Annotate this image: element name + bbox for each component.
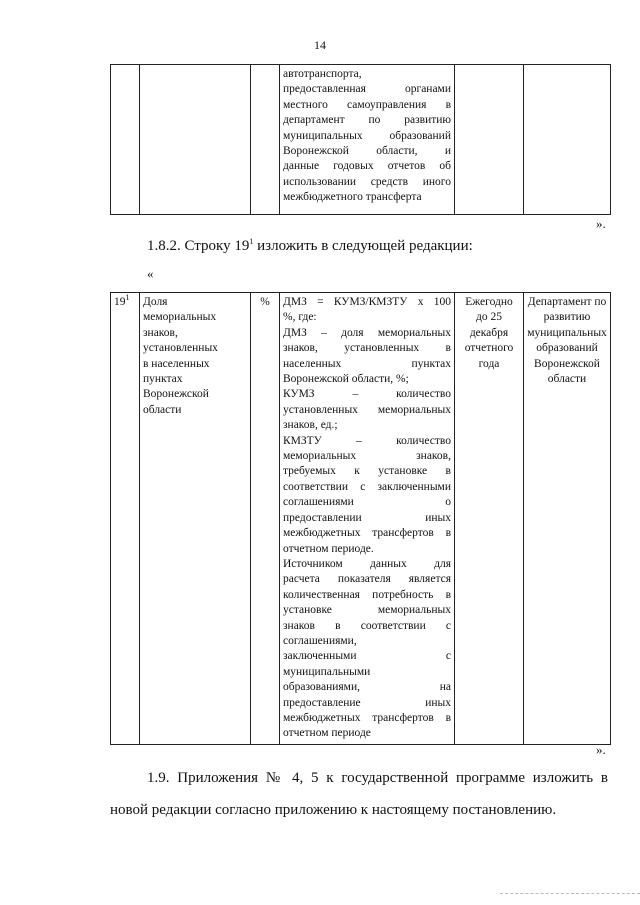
row-number: 19 [114, 296, 126, 308]
responsible-line: развитию [543, 311, 591, 324]
method-line: предоставление иных [283, 696, 451, 709]
method-line: предоставленная органами [283, 83, 451, 96]
cell-number [111, 293, 140, 745]
method-line: Воронежской области, и [283, 145, 451, 158]
method-line: %, где: [283, 311, 317, 324]
method-line: требуемых к установке в [283, 465, 451, 478]
method-line: установке мемориальных [283, 604, 451, 617]
cell-method [280, 65, 455, 215]
method-line: КМЗТУ – количество [283, 434, 451, 447]
footer-divider [500, 893, 640, 894]
method-line: расчета показателя является [283, 573, 451, 586]
method-line: межбюджетного трансферта [283, 191, 422, 204]
method-line: ДМЗ – доля мемориальных [283, 326, 451, 339]
method-line: данные годовых отчетов об [283, 160, 451, 173]
method-line: знаков в соответствии с [283, 619, 451, 632]
method-line: Воронежской области, %; [283, 373, 409, 386]
method-line: использовании средств иного [283, 175, 451, 188]
row-number-superscript: 1 [125, 293, 130, 303]
method-line: образованиями, на [283, 681, 451, 694]
cell-responsible [524, 65, 611, 215]
method-line: муниципальных образований [283, 129, 451, 142]
cell-unit [251, 65, 280, 215]
table-row [111, 293, 611, 745]
cell-name [140, 65, 251, 215]
opening-quote: « [147, 266, 154, 281]
heading-prefix: 1.8.2. Строку 19 [147, 238, 250, 254]
table-row [111, 65, 611, 215]
name-line: в населенных [143, 357, 210, 370]
method-line: заключенными с [283, 650, 451, 663]
method-line: соглашениями о [283, 496, 451, 509]
method-line: предоставлении иных [283, 511, 451, 524]
method-line: отчетном периоде. [283, 542, 374, 555]
responsible-line: муниципальных [527, 326, 607, 339]
name-line: области [143, 403, 182, 416]
name-line: мемориальных [143, 311, 217, 324]
method-line: межбюджетных трансфертов в [283, 711, 451, 724]
indicator-table-fragment [110, 64, 611, 215]
method-line: мемориальных знаков, [283, 450, 451, 463]
cell-period [455, 293, 524, 745]
cell-name [140, 293, 251, 745]
heading-suffix: изложить в следующей редакции: [253, 238, 473, 254]
method-line: межбюджетных трансфертов в [283, 527, 451, 540]
responsible-line: области [547, 373, 587, 386]
method-line: Источником данных для [283, 557, 451, 570]
method-line: отчетном периоде [283, 727, 371, 740]
indicator-table-row-19 [110, 292, 611, 745]
cell-number [111, 65, 140, 215]
closing-quote: ». [596, 216, 606, 231]
method-line: ДМЗ = КУМЗ/КМЗТУ х 100 [283, 296, 451, 308]
method-line: количественная потребность в [283, 588, 451, 601]
cell-method [280, 293, 455, 745]
name-line: Доля [143, 296, 168, 308]
name-line: установленных [143, 342, 218, 355]
page-number: 14 [314, 38, 326, 52]
period-line: Ежегодно [465, 296, 513, 308]
cell-unit: % [251, 293, 280, 745]
method-line: знаков, установленных в [283, 342, 451, 355]
method-line: соответствии с заключенными [283, 480, 451, 493]
cell-responsible [524, 293, 611, 745]
cell-period [455, 65, 524, 215]
closing-quote: ». [596, 742, 606, 757]
method-line: населенных пунктах [283, 357, 451, 370]
method-line: знаков, ед.; [283, 419, 338, 432]
period-line: отчетного [464, 342, 514, 355]
name-line: Воронежской [143, 388, 209, 401]
method-line: КУМЗ – количество [283, 388, 451, 401]
method-line: автотранспорта, [283, 68, 362, 80]
paragraph-1-9: 1.9. Приложения № 4, 5 к государственной программе изложить в новой редакции согласно приложению к настоящему постановлению. [110, 770, 608, 818]
method-line: установленных мемориальных [283, 403, 451, 416]
method-line: муниципальными [283, 665, 371, 678]
period-line: года [478, 357, 500, 370]
heading-superscript: 1 [249, 237, 254, 246]
responsible-line: Воронежской [534, 357, 600, 370]
name-line: пунктах [143, 373, 183, 386]
name-line: знаков, [143, 326, 178, 339]
method-line: соглашениями, [283, 634, 357, 647]
section-heading-1-8-2 [147, 238, 473, 255]
responsible-line: образований [536, 342, 598, 355]
method-line: местного самоуправления в [283, 98, 451, 111]
method-line: департамент по развитию [283, 114, 451, 127]
period-line: до 25 [476, 311, 502, 324]
period-line: декабря [469, 326, 509, 339]
responsible-line: Департамент по [527, 296, 607, 308]
